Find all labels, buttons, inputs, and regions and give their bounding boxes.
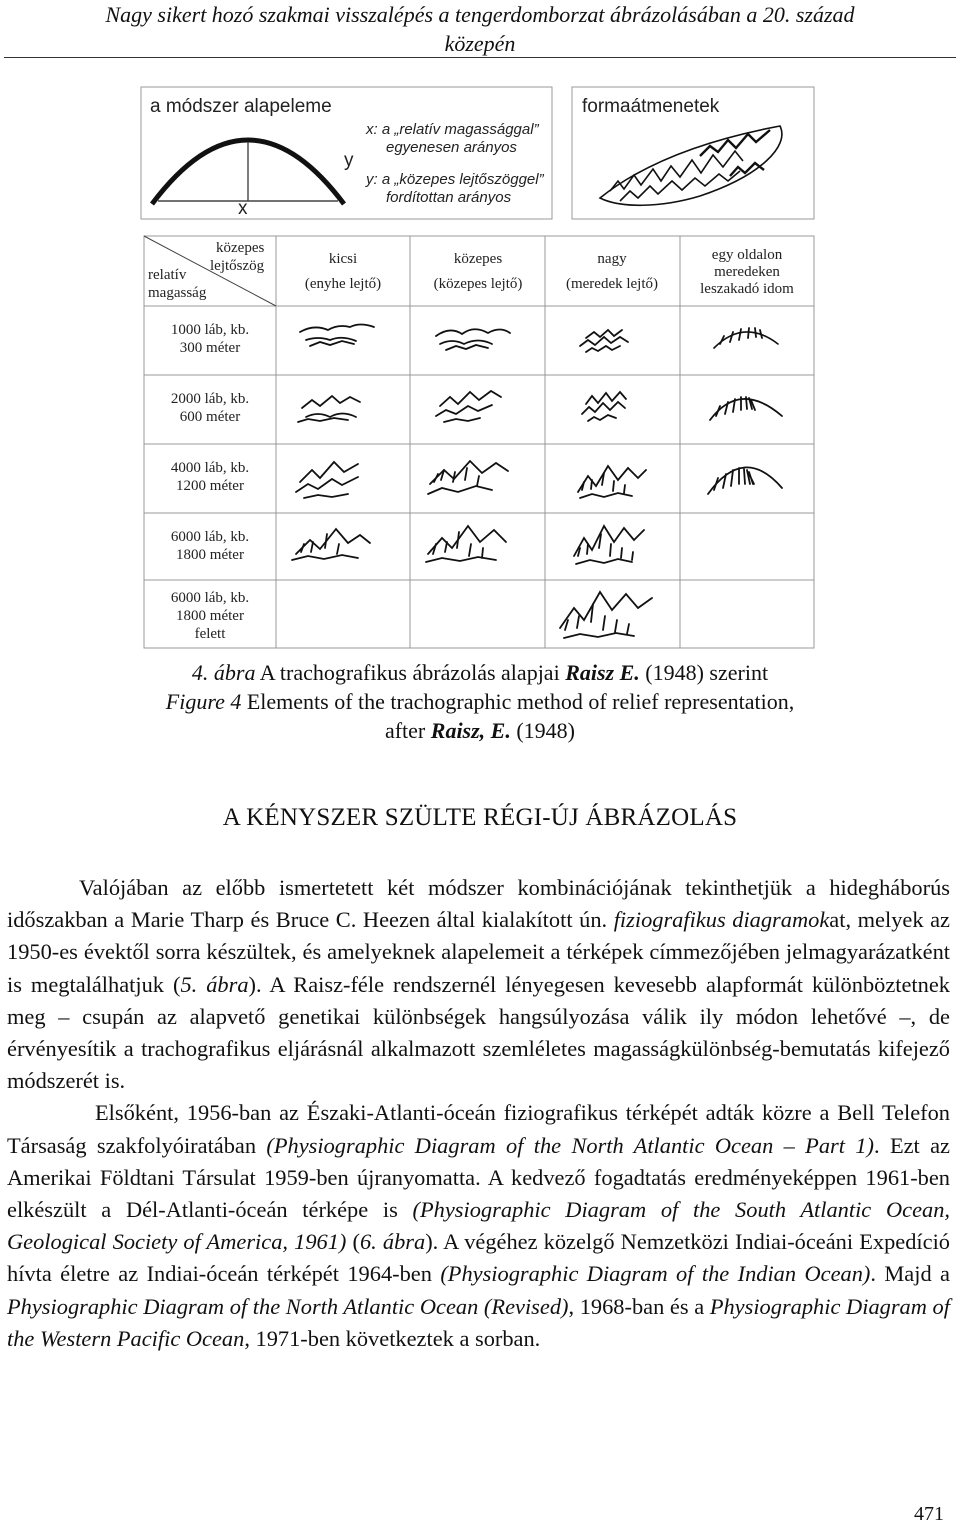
principle-title: a módszer alapeleme: [150, 96, 332, 117]
column-3-label-line-2: (meredek lejtő): [565, 276, 659, 292]
transitions-title: formaátmenetek: [582, 96, 720, 117]
paragraph-1-text-2: at, melyek az 1950-es évektől sorra készültek, és amelyeknek alapelemeit a térképek címmezőjében jelmagyarázatként is megtalálhatjuk (: [7, 907, 950, 997]
paragraph-2-text-2: . Ezt az Amerikai Földtani Társulat 1959-ben újranyomatta. A kedvező fogadtatás eredményeképpen 1961-ben elkészült a Dél-Atlanti-óceán térképe is: [7, 1132, 950, 1223]
note-y-line-1: y: a „közepes lejtőszöggel”: [366, 171, 544, 188]
caption-hu: [0, 657, 960, 689]
figure-ref-5: 5. ábra: [180, 971, 249, 997]
caption-en: [0, 686, 960, 718]
paragraph-2-text-3: (: [346, 1229, 360, 1255]
classification-table: [144, 236, 814, 648]
caption-en-text: Elements of the trachographic method of relief representation,: [241, 689, 795, 714]
column-1-label-line-2: (enyhe lejtő): [304, 276, 382, 292]
column-4-label-line-2: meredeken: [714, 264, 780, 280]
axis-x-label: x: [238, 198, 248, 219]
axis-y-label: y: [344, 150, 354, 171]
column-4-label-line-1: egy oldalon: [711, 247, 783, 263]
caption-en-author: Raisz, E.: [430, 718, 511, 743]
paragraph-2-text-4: ). A végéhez közelgő Nemzetközi Indiai-óceáni Expedíció hívta életre az Indiai-óceán térképét 1964-ben: [7, 1229, 950, 1287]
trachographic-figure: [140, 86, 820, 654]
paragraph-2: [7, 1097, 950, 1355]
column-3-label-line-1: nagy: [597, 251, 627, 267]
running-head-line-1: Nagy sikert hozó szakmai visszalépés a tengerdomborzat ábrázolásában a 20. század: [105, 2, 855, 27]
paragraph-2-text-7: , 1971-ben következtek a sorban.: [244, 1325, 541, 1351]
note-x-line-2: egyenesen arányos: [386, 139, 517, 156]
row-1-label-line-2: 300 méter: [179, 340, 241, 356]
paragraph-2-italic-5: Physiographic Diagram of the North Atlantic Ocean (Revised): [7, 1293, 569, 1319]
paragraph-2-text-1: Elsőként, 1956-ban az Északi-Atlanti-óceán fiziografikus térképét adták közre a Bell Telefon Társaság szakfolyóiratában: [7, 1100, 950, 1158]
caption-hu-author: Raisz E.: [565, 660, 640, 685]
body-text: [7, 872, 950, 1355]
row-1-label-line-1: 1000 láb, kb.: [170, 322, 250, 338]
caption-en-label: Figure 4: [165, 689, 242, 714]
caption-en-cont: [0, 715, 960, 747]
paragraph-2-italic-2: (Physiographic Diagram of the South Atlantic Ocean, Geological Society of America, 1961): [7, 1197, 950, 1255]
running-head: [0, 0, 960, 58]
caption-en-after: after: [384, 718, 431, 743]
column-4-label-line-3: leszakadó idom: [700, 281, 794, 297]
corner-top-line-1: közepes: [216, 240, 265, 256]
row-2-label-line-1: 2000 láb, kb.: [170, 391, 250, 407]
caption-hu-label: 4. ábra: [191, 660, 256, 685]
paragraph-1-text-3: ). A Raisz-féle rendszernél lényegesen kevesebb alapformát különböztetnek meg – csupán az alapvető genetikai különbségek hangsúlyozása válik ily módon lehetővé –, de érvényesítik a trachografikus eljárásnál alkalmazott szemléletes magasságkülönbség-bemutatás kifejező módszerét is.: [7, 971, 950, 1094]
corner-bottom-line-1: relatív: [148, 267, 187, 283]
row-3-label-line-1: 4000 láb, kb.: [170, 460, 250, 476]
caption-hu-text: A trachografikus ábrázolás alapjai: [255, 660, 566, 685]
column-2-label-line-1: közepes: [453, 251, 503, 267]
paragraph-2-italic-1: (Physiographic Diagram of the North Atlantic Ocean – Part 1): [266, 1132, 874, 1158]
header-rule: [4, 57, 956, 58]
paragraph-1: [7, 872, 950, 1097]
note-x-line-1: x: a „relatív magassággal”: [366, 121, 539, 138]
caption-hu-year: (1948) szerint: [639, 660, 769, 685]
corner-top-line-2: lejtőszög: [210, 258, 265, 274]
paragraph-2-text-6: , 1968-ban és a: [568, 1293, 710, 1319]
corner-bottom-line-2: magasság: [148, 285, 207, 301]
paragraph-2-italic-6: Physiographic Diagram of the Western Pacific Ocean: [7, 1293, 950, 1351]
row-4-label-line-2: 1800 méter: [176, 547, 244, 563]
row-3-label-line-2: 1200 méter: [176, 478, 244, 494]
paragraph-1-text-1: Valójában az előbb ismertetett két módszer kombinációjának tekinthetjük a hidegháborús időszakban a Marie Tharp és Bruce C. Heezen által kialakított ún.: [7, 875, 950, 933]
row-5-label-line-3: felett: [194, 626, 226, 642]
row-5-label-line-1: 6000 láb, kb.: [170, 590, 250, 606]
section-title: A KÉNYSZER SZÜLTE RÉGI-ÚJ ÁBRÁZOLÁS: [222, 804, 738, 831]
paragraph-1-italic-1: fiziografikus diagramok: [613, 907, 830, 933]
running-head-line-2: közepén: [444, 31, 516, 56]
paragraph-2-text-5: . Majd a: [870, 1261, 950, 1287]
column-2-label-line-2: (közepes lejtő): [433, 276, 523, 292]
row-5-label-line-2: 1800 méter: [176, 608, 244, 624]
row-2-label-line-2: 600 méter: [179, 409, 241, 425]
note-y-line-2: fordítottan arányos: [386, 189, 512, 206]
page-number: 471: [914, 1503, 944, 1525]
row-4-label-line-1: 6000 láb, kb.: [170, 529, 250, 545]
figure-ref-6: 6. ábra: [359, 1229, 426, 1255]
caption-en-year: (1948): [510, 718, 576, 743]
column-1-label-line-1: kicsi: [328, 251, 358, 267]
paragraph-2-italic-4: (Physiographic Diagram of the Indian Ocean): [440, 1261, 871, 1287]
